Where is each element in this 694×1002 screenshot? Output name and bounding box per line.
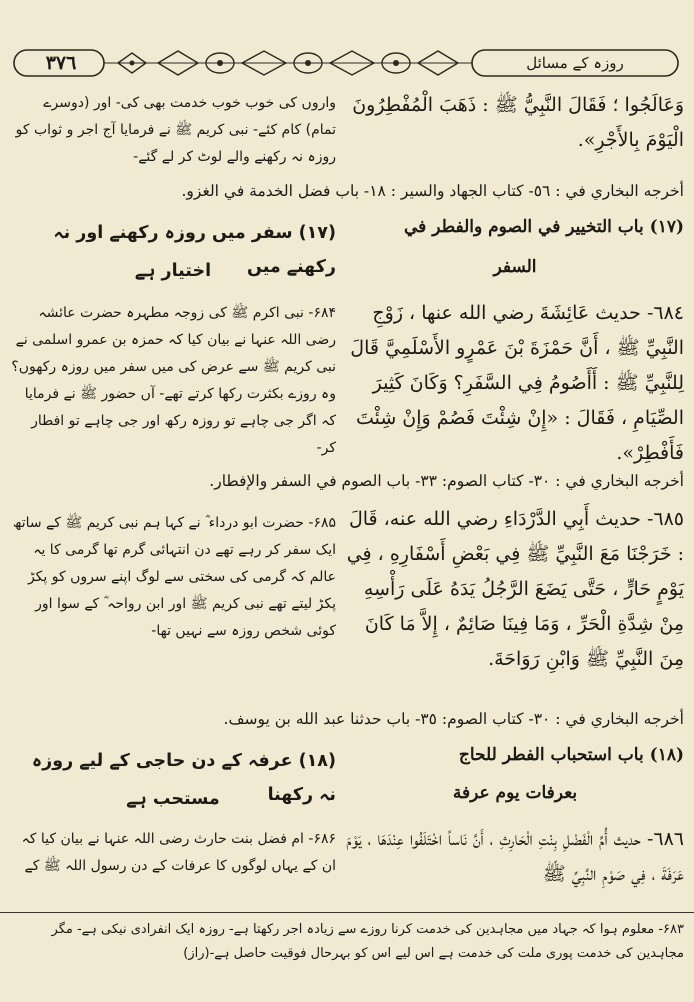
top-arabic-text: وَعَالَجُوا ؛ فَقَالَ النَّبِيُّ ﷺ : ذَهَبَ الْمُفْطِرُونَ الْيَوْمَ بِالأَجْرِ». bbox=[352, 94, 684, 151]
footnote-text: ۶۸۳- معلوم ہوا کہ جہاد میں مجاہدین کی خدمت کرنا روزے سے زیادہ اجر رکھتا ہے- روزہ ایک انفرادی نیکی ہے- مگر مجاہدین کی خدمت پوری ملت کی خدمت ہے اس لیے اس کو بہرحال فوقیت حاصل ہے-(راز) bbox=[51, 922, 684, 961]
chapter-18-heading-urdu: (۱۸) عرفہ کے دن حاجی کے لیے روزہ نہ رکھنا bbox=[31, 751, 336, 805]
hadith-685-arabic: ٦٨٥- حديث أَبِي الدَّرْدَاءِ رضي الله عنه، قَالَ : خَرَجْنَا مَعَ النَّبِيِّ ﷺ فِي بَعْضِ أَسْفَارِهِ ، فِي يَوْمٍ حَارٍّ ، حَتَّى يَضَعَ الرَّجُلُ يَدَهُ عَلَى رَأْسِهِ مِنْ شِدَّةِ الْحَرِّ ، وَمَا فِينَا صَائِمٌ ، إِلاَّ مَا كَانَ مِنَ النَّبِيِّ ﷺ وَابْنِ رَوَاحَةَ. bbox=[346, 508, 684, 670]
hadith-685-urdu: ۶۸۵- حضرت ابو درداء ؓ نے کہا ہم نبی کریم ﷺ کے ساتھ ایک سفر کر رہے تھے دن انتہائی گرم تھا گرمی کا یہ عالم کہ گرمی کی سختی سے لوگ اپنے سروں کو پکڑ پکڑ لیتے تھے نبی کریم ﷺ اور ابن رواحہ ؓ کے سوا اور کوئی شخص روزہ سے نہیں تھا- bbox=[12, 515, 336, 639]
page-header bbox=[8, 46, 688, 86]
chapter-18-heading-urdu-line2: مستحب ہے bbox=[126, 789, 220, 809]
reference-684: أخرجه البخاري في : ٣٠- كتاب الصوم: ٣٣- باب الصوم في السفر والإفطار. bbox=[209, 472, 684, 490]
top-urdu-text: واروں کی خوب خوب خدمت بھی کی- اور (دوسرے تمام) کام کئے- نبی کریم ﷺ نے فرمایا آج اجر و ثواب کو روزہ نہ رکھنے والے لوٹ کر لے گئے- bbox=[15, 95, 336, 165]
chapter-17-heading-urdu: (۱۷) سفر میں روزہ رکھنے اور نہ رکھنے میں bbox=[53, 223, 336, 277]
chapter-17-heading-urdu-line2: اختیار ہے bbox=[134, 261, 212, 281]
hadith-686-urdu: ۶۸۶- ام فضل بنت حارث رضی اللہ عنہا نے بیان کیا کہ ان کے یہاں لوگوں کا عرفات کے دن رسول اللہ ﷺ کے bbox=[21, 831, 336, 874]
hadith-684-urdu: ۶۸۴- نبی اکرم ﷺ کی زوجہ مطہرہ حضرت عائشہ رضی اللہ عنہا نے بیان کیا کہ حمزہ بن عمرو اسلمی نے نبی کریم ﷺ سے عرض کی میں سفر میں روزہ رکھوں؟ وہ روزے بکثرت رکھا کرتے تھے- آں حضور ﷺ نے فرمایا کہ اگر جی چاہے تو روزہ رکھ اور جی چاہے تو افطار کر- bbox=[11, 305, 336, 456]
chapter-18-heading-arabic: (١٨) باب استحباب الفطر للحاج bbox=[458, 745, 684, 765]
running-title: روزہ کے مسائل bbox=[526, 54, 624, 72]
hadith-686-arabic: ٦٨٦- حديث أُمِّ الْفَضْلِ بِنْتِ الْحَارِثِ ، أَنَّ نَاساً اخْتَلَفُوا عِنْدَهَا ، يَوْمَ عَرَفَةَ ، فِي صَوْمِ النَّبِيِّ ﷺ bbox=[346, 828, 684, 885]
chapter-18-heading-arabic-line2: بعرفات يوم عرفة bbox=[452, 783, 578, 803]
footnote-separator bbox=[0, 912, 694, 913]
chapter-17-heading-arabic-line2: السفر bbox=[493, 257, 537, 277]
page-number: ٣٧٦ bbox=[45, 52, 77, 74]
reference-685: أخرجه البخاري في : ٣٠- كتاب الصوم: ٣٥- باب حدثنا عبد الله بن يوسف. bbox=[223, 710, 684, 728]
reference-683: أخرجه البخاري في : ٥٦- كتاب الجهاد والسير : ١٨- باب فضل الخدمة في الغزو. bbox=[181, 182, 684, 200]
hadith-684-arabic: ٦٨٤- حديث عَائِشَةَ رضي الله عنها ، زَوْجِ النَّبِيِّ ﷺ ، أَنَّ حَمْزَةَ بْنَ عَمْرٍو الأَسْلَمِيَّ قَالَ لِلنَّبِيِّ ﷺ : أَأَصُومُ فِي السَّفَرِ؟ وَكَانَ كَثِيرَ الصِّيَامِ ، فَقَالَ : «إِنْ شِئْتَ فَصُمْ وَإِنْ شِئْتَ فَأَفْطِرْ». bbox=[350, 302, 684, 464]
chapter-17-heading-arabic: (١٧) باب التخيير في الصوم والفطر في bbox=[403, 217, 684, 237]
